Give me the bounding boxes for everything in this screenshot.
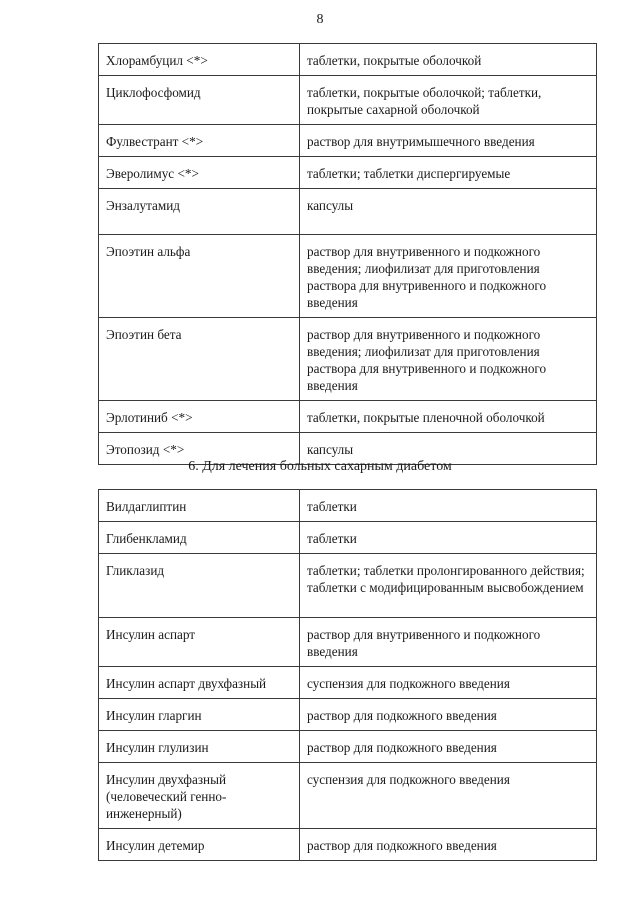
drug-name-cell: Фулвестрант <*> (99, 125, 300, 157)
table-row (99, 829, 597, 861)
table-row (99, 189, 597, 235)
drug-name-cell: Инсулин аспарт двухфазный (99, 667, 300, 699)
table-row (99, 763, 597, 829)
table-row (99, 44, 597, 76)
dosage-form-cell: суспензия для подкожного введения (300, 763, 597, 829)
table-row (99, 235, 597, 318)
drug-name-cell: Инсулин гларгин (99, 699, 300, 731)
dosage-form-cell: раствор для внутривенного и подкожного введения; лиофилизат для приготовления раствора для внутривенного и подкожного введения (300, 318, 597, 401)
drug-name-cell: Этопозид <*> (99, 433, 300, 465)
dosage-form-cell: таблетки (300, 490, 597, 522)
drug-name-cell: Вилдаглиптин (99, 490, 300, 522)
table-row (99, 731, 597, 763)
dosage-form-cell: раствор для подкожного введения (300, 731, 597, 763)
dosage-form-cell: таблетки (300, 522, 597, 554)
table-row (99, 125, 597, 157)
page-number: 8 (316, 12, 324, 27)
table-row (99, 522, 597, 554)
table-row (99, 318, 597, 401)
drug-name-cell: Энзалутамид (99, 189, 300, 235)
dosage-form-cell: капсулы (300, 189, 597, 235)
table-row (99, 618, 597, 667)
table-row (99, 490, 597, 522)
drug-name-cell: Эпоэтин бета (99, 318, 300, 401)
drug-table-oncology (98, 43, 597, 465)
dosage-form-cell: раствор для внутривенного и подкожного введения; лиофилизат для приготовления раствора для внутривенного и подкожного введения (300, 235, 597, 318)
section-heading: 6. Для лечения больных сахарным диабетом (188, 459, 452, 474)
drug-name-cell: Хлорамбуцил <*> (99, 44, 300, 76)
table-row (99, 554, 597, 618)
drug-name-cell: Эпоэтин альфа (99, 235, 300, 318)
table-row (99, 667, 597, 699)
dosage-form-cell: таблетки; таблетки диспергируемые (300, 157, 597, 189)
dosage-form-cell: раствор для внутримышечного введения (300, 125, 597, 157)
drug-name-cell: Инсулин глулизин (99, 731, 300, 763)
dosage-form-cell: раствор для подкожного введения (300, 699, 597, 731)
drug-name-cell: Эрлотиниб <*> (99, 401, 300, 433)
dosage-form-cell: капсулы (300, 433, 597, 465)
dosage-form-cell: раствор для внутривенного и подкожного введения (300, 618, 597, 667)
drug-name-cell: Инсулин двухфазный (человеческий генно-инженерный) (99, 763, 300, 829)
table-row (99, 157, 597, 189)
drug-table-diabetes (98, 489, 597, 861)
dosage-form-cell: таблетки; таблетки пролонгированного действия; таблетки с модифицированным высвобождением (300, 554, 597, 618)
drug-name-cell: Глибенкламид (99, 522, 300, 554)
table-row (99, 401, 597, 433)
dosage-form-cell: раствор для подкожного введения (300, 829, 597, 861)
drug-name-cell: Эверолимус <*> (99, 157, 300, 189)
table-row (99, 76, 597, 125)
drug-name-cell: Гликлазид (99, 554, 300, 618)
dosage-form-cell: таблетки, покрытые оболочкой; таблетки, покрытые сахарной оболочкой (300, 76, 597, 125)
drug-name-cell: Циклофосфомид (99, 76, 300, 125)
dosage-form-cell: суспензия для подкожного введения (300, 667, 597, 699)
dosage-form-cell: таблетки, покрытые пленочной оболочкой (300, 401, 597, 433)
dosage-form-cell: таблетки, покрытые оболочкой (300, 44, 597, 76)
drug-name-cell: Инсулин аспарт (99, 618, 300, 667)
table-row (99, 699, 597, 731)
drug-name-cell: Инсулин детемир (99, 829, 300, 861)
